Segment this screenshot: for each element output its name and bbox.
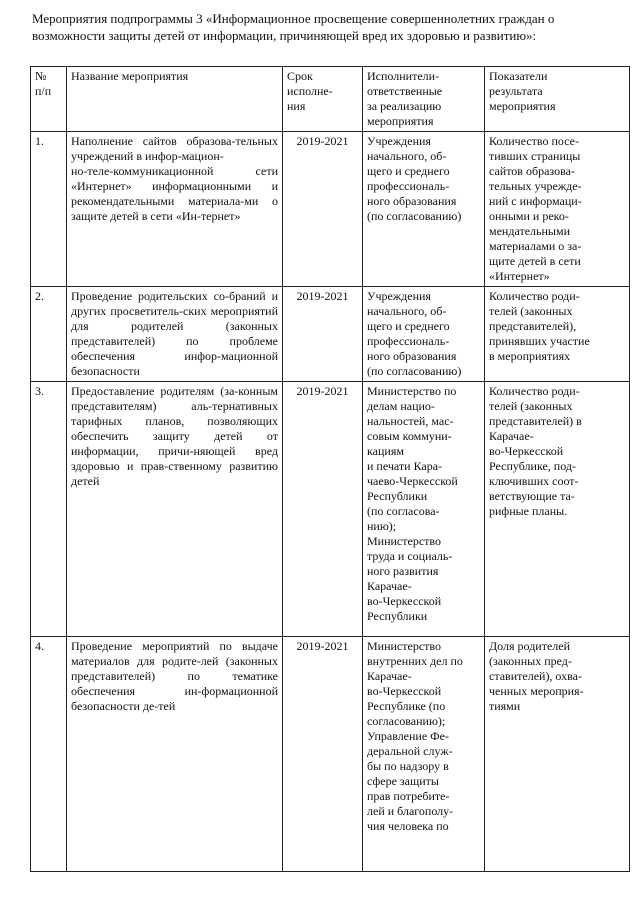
table-row — [31, 132, 630, 287]
table-row — [31, 637, 630, 872]
header-number: № п/п — [31, 67, 67, 132]
cell-activity-name: Проведение мероприятий по выдаче материалов для родите-лей (законных представителей) по тематике обеспечения ин-формационной безопасности де-тей — [67, 637, 283, 872]
cell-number: 2. — [31, 287, 67, 382]
document-heading: Мероприятия подпрограммы 3 «Информационное просвещение совершеннолетних граждан о возможности защиты детей от информации, причиняющей вред их здоровью и развитию»: — [32, 11, 555, 43]
cell-executors: Учреждения начального, об- щего и среднего профессиональ- ного образования (по согласованию) — [363, 287, 485, 382]
activities-table — [30, 66, 630, 872]
cell-deadline: 2019-2021 — [283, 132, 363, 287]
cell-activity-name: Проведение родительских со-браний и других просветитель-ских мероприятий для родителей (законных представителей) по проблеме обеспечения инфор-мационной безопасности — [67, 287, 283, 382]
cell-deadline: 2019-2021 — [283, 287, 363, 382]
cell-deadline: 2019-2021 — [283, 382, 363, 637]
header-result-indicators: Показатели результата мероприятия — [485, 67, 630, 132]
cell-result-indicators: Количество роди- телей (законных представителей), принявших участие в мероприятиях — [485, 287, 630, 382]
table-header-row — [31, 67, 630, 132]
cell-result-indicators: Количество посе- тивших страницы сайтов образова- тельных учрежде- ний с информаци- онными и реко- мендательными материалами о за- щите детей в сети «Интернет» — [485, 132, 630, 287]
cell-result-indicators: Количество роди- телей (законных представителей) в Карачае- во-Черкесской Республике, под- ключивших соот- ветствующие та- рифные планы. — [485, 382, 630, 637]
cell-deadline: 2019-2021 — [283, 637, 363, 872]
header-activity-name: Название мероприятия — [67, 67, 283, 132]
header-executors: Исполнители- ответственные за реализацию мероприятия — [363, 67, 485, 132]
table-row — [31, 287, 630, 382]
cell-result-indicators: Доля родителей (законных пред- ставителей), охва- ченных мероприя- тиями — [485, 637, 630, 872]
cell-executors: Министерство внутренних дел по Карачае- во-Черкесской Республике (по согласованию); Управление Фе- деральной служ- бы по надзору в сфере защиты прав потребите- лей и благополу- чия человека по — [363, 637, 485, 872]
cell-activity-name: Наполнение сайтов образова-тельных учреждений в инфор-мацион- но-теле-коммуникационной сети «Интернет» информационными и рекомендательными материала-ми о защите детей в сети «Ин-тернет» — [67, 132, 283, 287]
cell-activity-name: Предоставление родителям (за-конным представителям) аль-тернативных тарифных планов, позволяющих обеспечить защиту детей от информации, причи-няющей вред здоровью и прав-ственному развитию детей — [67, 382, 283, 637]
cell-executors: Учреждения начального, об- щего и среднего профессиональ- ного образования (по согласованию) — [363, 132, 485, 287]
cell-number: 3. — [31, 382, 67, 637]
cell-number: 4. — [31, 637, 67, 872]
header-deadline: Срок исполне- ния — [283, 67, 363, 132]
cell-executors: Министерство по делам нацио- нальностей, мас- совым коммуни- кациям и печати Кара- чаево-Черкесской Республики (по согласова- нию); Министерство труда и социаль- ного развития Карачае- во-Черкесской Республики — [363, 382, 485, 637]
cell-number: 1. — [31, 132, 67, 287]
table-row — [31, 382, 630, 637]
